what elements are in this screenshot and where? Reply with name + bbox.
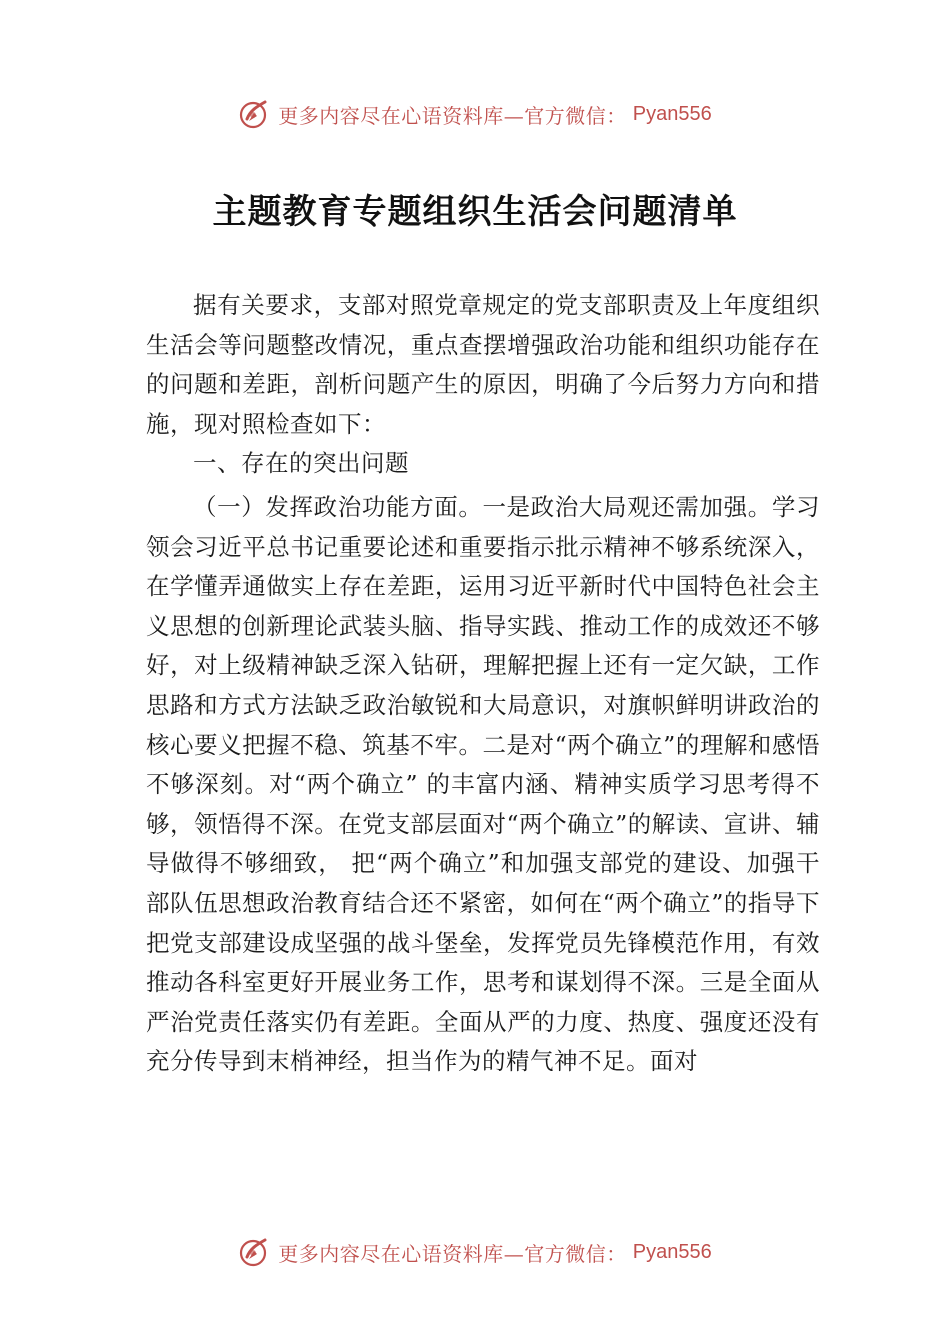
bottom-watermark-banner <box>0 1232 950 1272</box>
banner-text: 更多内容尽在心语资料库—官方微信： <box>278 1241 627 1266</box>
top-watermark-banner <box>0 94 950 134</box>
section-heading: 一、存在的突出问题 <box>193 449 409 478</box>
document-body <box>146 286 820 1082</box>
brush-logo-icon <box>238 1235 272 1269</box>
brush-logo-icon <box>238 97 272 131</box>
banner-wechat-id: Pyan556 <box>632 1240 712 1263</box>
section-paragraph: （一）发挥政治功能方面。一是政治大局观还需加强。学习领会习近平总书记重要论述和重要指示批示精神不够系统深入，在学懂弄通做实上存在差距，运用习近平新时代中国特色社会主义思想的创新理论武装头脑、指导实践、推动工作的成效还不够好，对上级精神缺乏深入钻研，理解把握上还有一定欠缺，工作思路和方式方法缺乏政治敏锐和大局意识，对旗帜鲜明讲政治的核心要义把握不稳、筑基不牢。二是对“两个确立”的理解和感悟不够深刻。对“两个确立” 的丰富内涵、精神实质学习思考得不够，领悟得不深。在党支部层面对“两个确立”的解读、宣讲、辅导做得不够细致， 把“两个确立”和加强支部党的建设、加强干部队伍思想政治教育结合还不紧密，如何在“两个确立”的指导下把党支部建设成坚强的战斗堡垒，发挥党员先锋模范作用，有效推动各科室更好开展业务工作，思考和谋划得不深。三是全面从严治党责任落实仍有差距。全面从严的力度、热度、强度还没有充分传导到末梢神经，担当作为的精气神不足。面对 <box>146 492 820 1076</box>
document-title: 主题教育专题组织生活会问题清单 <box>212 192 738 232</box>
banner-wechat-id: Pyan556 <box>632 102 712 125</box>
intro-paragraph: 据有关要求，支部对照党章规定的党支部职责及上年度组织生活会等问题整改情况，重点查摆增强政治功能和组织功能存在的问题和差距，剖析问题产生的原因，明确了今后努力方向和措施，现对照检查如下： <box>146 291 820 438</box>
banner-text: 更多内容尽在心语资料库—官方微信： <box>278 103 627 128</box>
